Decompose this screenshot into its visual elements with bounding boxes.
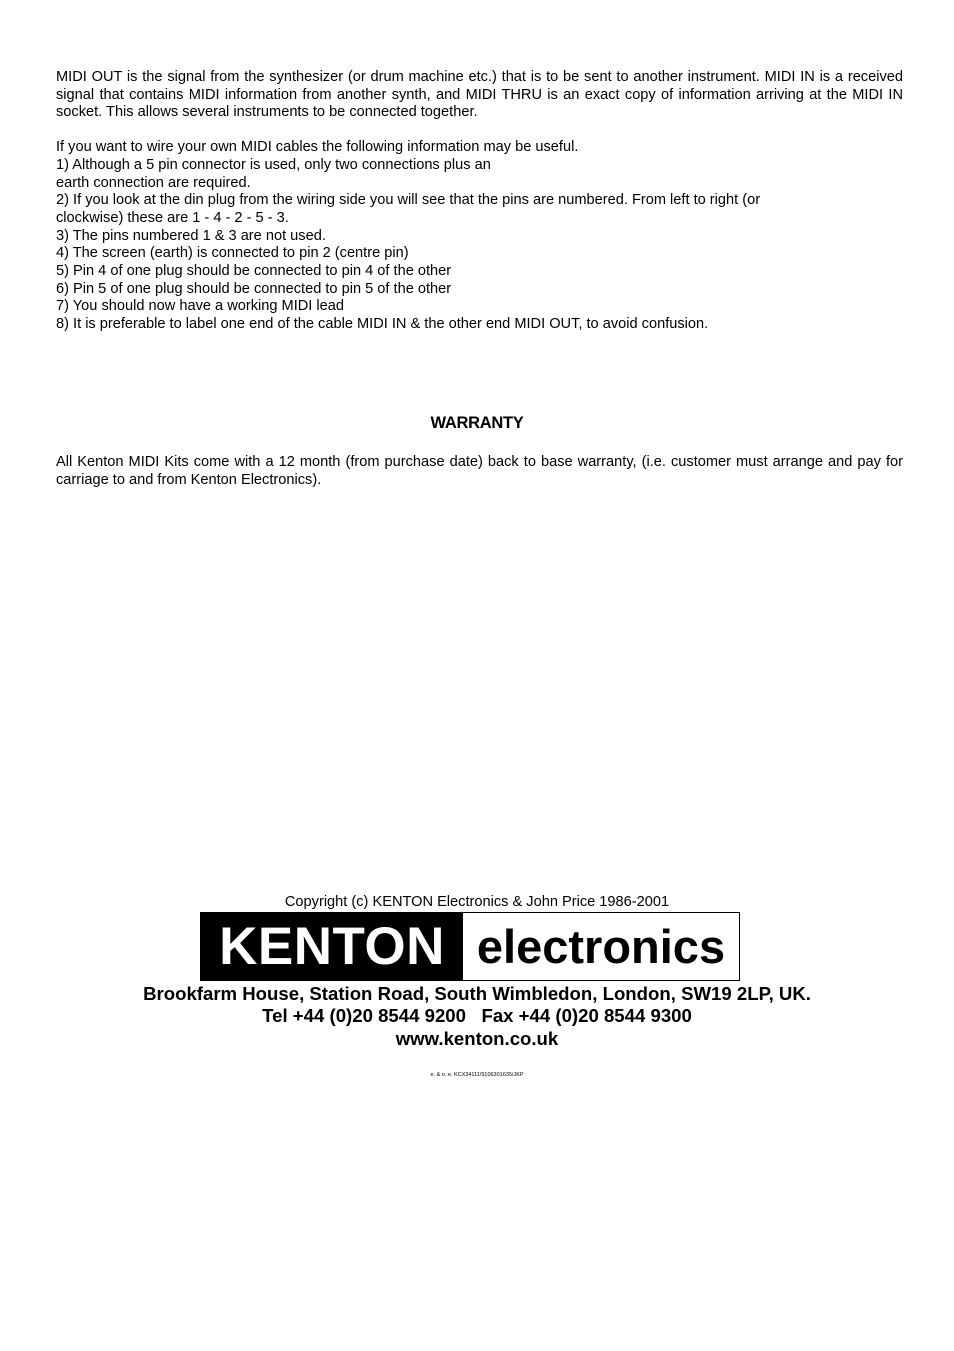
cable-intro: If you want to wire your own MIDI cables the following information may be useful. <box>56 139 579 155</box>
company-phone-fax: Tel +44 (0)20 8544 9200 Fax +44 (0)20 8544 9300 <box>262 1005 692 1026</box>
company-website: www.kenton.co.uk <box>395 1028 559 1049</box>
cable-step-1b: earth connection are required. <box>56 175 251 191</box>
cable-step-2b: clockwise) these are 1 - 4 - 2 - 5 - 3. <box>56 210 289 226</box>
midi-description-paragraph: MIDI OUT is the signal from the synthesizer (or drum machine etc.) that is to be sent to another instrument. MIDI IN is a received signal that contains MIDI information from another synth, and MIDI THRU is an exact copy of information arriving at the MIDI IN socket. This allows several instruments to be connected together. <box>56 69 903 120</box>
cable-step-7: 7) You should now have a working MIDI lead <box>56 298 344 314</box>
company-address: Brookfarm House, Station Road, South Wimbledon, London, SW19 2LP, UK. <box>143 983 811 1004</box>
document-code: e. & o. e. KCX34111/9106301635/JKP <box>430 1072 524 1078</box>
warranty-text: All Kenton MIDI Kits come with a 12 month (from purchase date) back to base warranty, (i.e. customer must arrange and pay for carriage to and from Kenton Electronics). <box>56 454 903 488</box>
cable-step-5: 5) Pin 4 of one plug should be connected to pin 4 of the other <box>56 263 452 279</box>
cable-step-2a: 2) If you look at the din plug from the wiring side you will see that the pins are numbered. From left to right (or <box>56 192 761 208</box>
cable-step-8: 8) It is preferable to label one end of the cable MIDI IN & the other end MIDI OUT, to avoid confusion. <box>56 316 709 332</box>
cable-step-6: 6) Pin 5 of one plug should be connected to pin 5 of the other <box>56 281 452 297</box>
warranty-heading: WARRANTY <box>430 414 524 432</box>
cable-step-4: 4) The screen (earth) is connected to pin 2 (centre pin) <box>56 245 409 261</box>
cable-step-3: 3) The pins numbered 1 & 3 are not used. <box>56 228 326 244</box>
logo-kenton-text: KENTON <box>201 913 463 980</box>
logo-electronics-text: electronics <box>476 920 726 973</box>
kenton-electronics-logo <box>200 912 740 981</box>
cable-step-1a: 1) Although a 5 pin connector is used, only two connections plus an <box>56 157 491 173</box>
copyright-notice: Copyright (c) KENTON Electronics & John Price 1986-2001 <box>284 894 670 910</box>
